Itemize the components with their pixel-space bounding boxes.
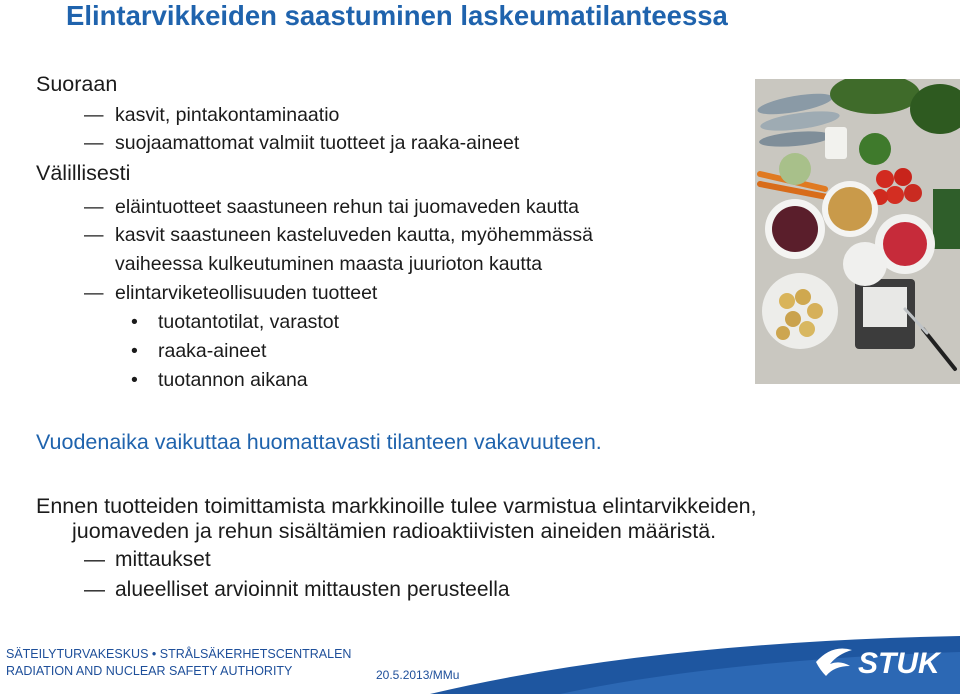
dash-marker: — (84, 132, 104, 154)
footer-org-name: SÄTEILYTURVAKESKUS • STRÅLSÄKERHETSCENTRALEN (6, 647, 352, 661)
heading-direct: Suoraan (36, 72, 118, 96)
list-item-text: kasvit, pintakontaminaatio (115, 104, 340, 126)
sub-list-item-text: raaka-aineet (158, 340, 267, 362)
bullet-marker: • (131, 369, 138, 391)
heading-indirect: Välillisesti (36, 161, 131, 185)
dash-marker: — (84, 282, 104, 304)
dash-marker: — (84, 578, 105, 601)
footer-org-english: RADIATION AND NUCLEAR SAFETY AUTHORITY (6, 664, 293, 678)
dash-marker: — (84, 548, 105, 571)
list-item-text: eläintuotteet saastuneen rehun tai juomaveden kautta (115, 196, 580, 218)
bullet-marker: • (131, 340, 138, 362)
season-note: Vuodenaika vaikuttaa huomattavasti tilanteen vakavuuteen. (36, 430, 602, 454)
svg-text:STUK: STUK (858, 647, 940, 680)
sub-list-item-text: tuotannon aikana (158, 369, 308, 391)
paragraph-line: Ennen tuotteiden toimittamista markkinoille tulee varmistua elintarvikkeiden, (36, 494, 757, 518)
slide-title: Elintarvikkeiden saastuminen laskeumatilanteessa (66, 0, 728, 31)
dash-marker: — (84, 104, 104, 126)
list-item-text: mittaukset (115, 548, 211, 571)
bullet-marker: • (131, 311, 138, 333)
sub-list-item-text: tuotantotilat, varastot (158, 311, 340, 333)
paragraph-line: juomaveden ja rehun sisältämien radioaktiivisten aineiden määristä. (72, 519, 717, 543)
list-item-text: suojaamattomat valmiit tuotteet ja raaka-aineet (115, 132, 520, 154)
dash-marker: — (84, 196, 104, 218)
list-item-text: elintarviketeollisuuden tuotteet (115, 282, 378, 304)
food-products-photo (755, 79, 960, 384)
list-item-continuation: vaiheessa kulkeutuminen maasta juurioton kautta (115, 253, 543, 275)
stuk-logo (812, 640, 960, 684)
list-item-text: kasvit saastuneen kasteluveden kautta, myöhemmässä (115, 224, 594, 246)
footer-date: 20.5.2013/MMu (376, 668, 460, 682)
list-item-text: alueelliset arvioinnit mittausten perusteella (115, 578, 510, 601)
dash-marker: — (84, 224, 104, 246)
